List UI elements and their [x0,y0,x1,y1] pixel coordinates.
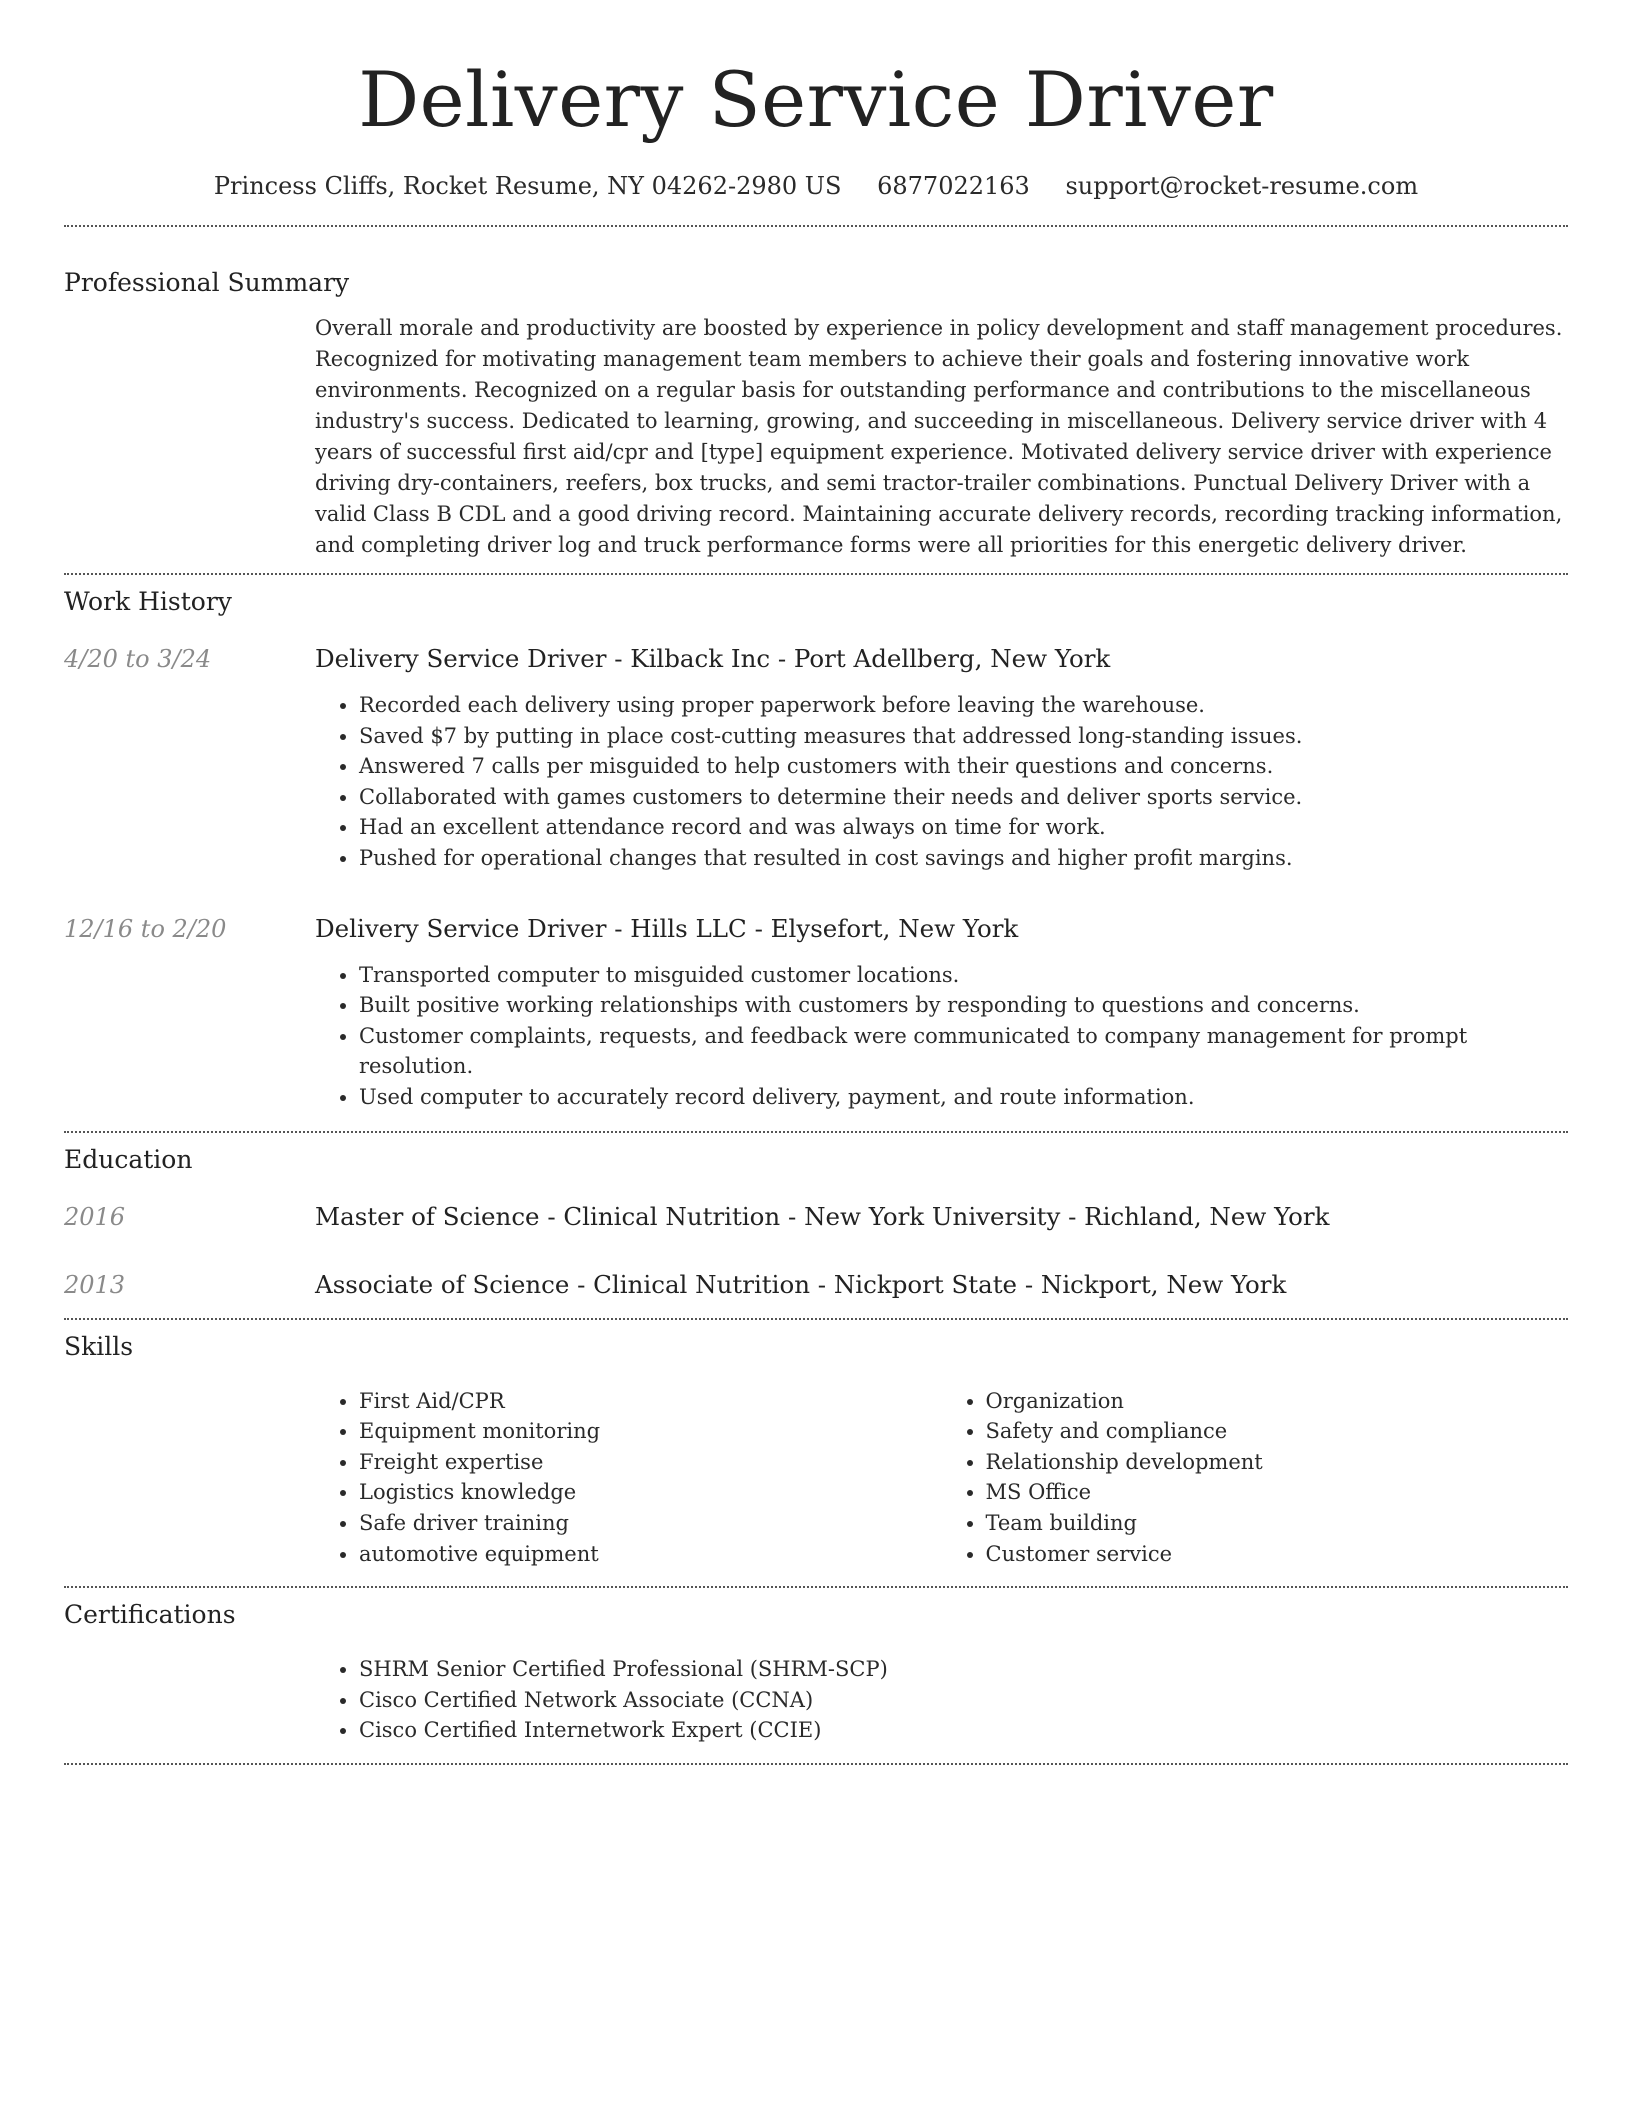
summary-text: Overall morale and productivity are boosted by experience in policy development and staff management procedures. Recognized for motivating management team members to achieve their goals and fostering innovative work environments. Recognized on a regular basis for outstanding performance and contributions to the miscellaneous industry's success. Dedicated to learning, growing, and succeeding in miscellaneous. Delivery service driver with 4 years of successful first aid/cpr and [type] equipment experience. Motivated delivery service driver with experience driving dry-containers, reefers, box trucks, and semi tractor-trailer combinations. Punctual Delivery Driver with a valid Class B CDL and a good driving record. Maintaining accurate delivery records, recording tracking information, and completing driver log and truck performance forms were all priorities for this energetic delivery driver. [315,316,1563,557]
list-item: • Used computer to accurately record delivery, payment, and route information. [359,1082,1568,1113]
divider [64,1131,1568,1133]
section-title-work: Work History [64,587,232,616]
list-item: • Collaborated with games customers to determine their needs and deliver sports service. [359,782,1568,813]
list-item: • Saved $7 by putting in place cost-cutting measures that addressed long-standing issues. [359,721,1568,752]
summary-section [64,267,1568,561]
skill-item: • Logistics knowledge [359,1477,942,1508]
contact-email: support@rocket-resume.com [1065,172,1419,200]
skills-list-right [942,1386,1569,1570]
education-degree: Master of Science - Clinical Nutrition [315,1201,781,1231]
divider [64,1586,1568,1588]
work-history-section [64,586,1568,1113]
section-title-education: Education [64,1144,193,1174]
skill-item: • Team building [986,1508,1569,1539]
education-year: 2016 [64,1202,126,1231]
divider [64,1318,1568,1320]
section-title-summary: Professional Summary [64,268,350,297]
skill-item: • Freight expertise [359,1447,942,1478]
skill-item: • Organization [986,1386,1569,1417]
skill-item: • Relationship development [986,1447,1569,1478]
job-heading: Delivery Service Driver - Kilback Inc - Port Adellberg, New York [315,644,1111,673]
skill-item: • Customer service [986,1539,1569,1570]
list-item: • Built positive working relationships with customers by responding to questions and concerns. [359,990,1568,1021]
certifications-list [315,1654,1568,1746]
section-title-certifications: Certifications [64,1600,236,1630]
resume-page [64,0,1568,1765]
education-school: - New York University - Richland, New York [780,1201,1330,1231]
skill-item: • Safety and compliance [986,1416,1569,1447]
divider [64,1763,1568,1765]
divider [64,573,1568,575]
education-entry [64,1269,1568,1301]
education-degree: Associate of Science - Clinical Nutrition [315,1269,810,1299]
certifications-section [64,1599,1568,1746]
list-item: • Had an excellent attendance record and was always on time for work. [359,812,1568,843]
certification-item: • SHRM Senior Certified Professional (SHRM-SCP) [359,1654,1568,1685]
contact-address: Princess Cliffs, Rocket Resume, NY 04262-2980 US [213,172,842,200]
list-item: • Answered 7 calls per misguided to help customers with their questions and concerns. [359,751,1568,782]
education-entry [64,1201,1568,1233]
job-dates: 12/16 to 2/20 [64,914,227,943]
skills-section [64,1331,1568,1570]
list-item: • Transported computer to misguided customer locations. [359,960,1568,991]
resume-name: Delivery Service Driver [358,55,1274,144]
contact-phone: 6877022163 [877,172,1030,200]
job-heading: Delivery Service Driver - Hills LLC - Elysefort, New York [315,913,1019,943]
skill-item: • Safe driver training [359,1508,942,1539]
education-year: 2013 [64,1270,126,1299]
job-dates: 4/20 to 3/24 [64,645,212,673]
education-section [64,1144,1568,1301]
job-entry [64,643,1568,874]
job-bullets [315,690,1568,874]
list-item: • Recorded each delivery using proper paperwork before leaving the warehouse. [359,690,1568,721]
contact-line [64,170,1568,202]
certification-item: • Cisco Certified Network Associate (CCNA) [359,1685,1568,1716]
skill-item: • automotive equipment [359,1539,942,1570]
job-bullets [315,960,1568,1113]
education-school: - Nickport State - Nickport, New York [810,1269,1287,1299]
skills-list-left [315,1386,942,1570]
section-title-skills: Skills [64,1331,134,1361]
list-item: • Pushed for operational changes that resulted in cost savings and higher profit margins. [359,843,1568,874]
divider [64,225,1568,227]
certification-item: • Cisco Certified Internetwork Expert (CCIE) [359,1715,1568,1746]
list-item: • Customer complaints, requests, and feedback were communicated to company management for prompt resolution. [359,1021,1568,1082]
skill-item: • MS Office [986,1477,1569,1508]
job-entry [64,913,1568,1113]
skill-item: • Equipment monitoring [359,1416,942,1447]
skill-item: • First Aid/CPR [359,1386,942,1417]
skills-columns [315,1386,1568,1570]
